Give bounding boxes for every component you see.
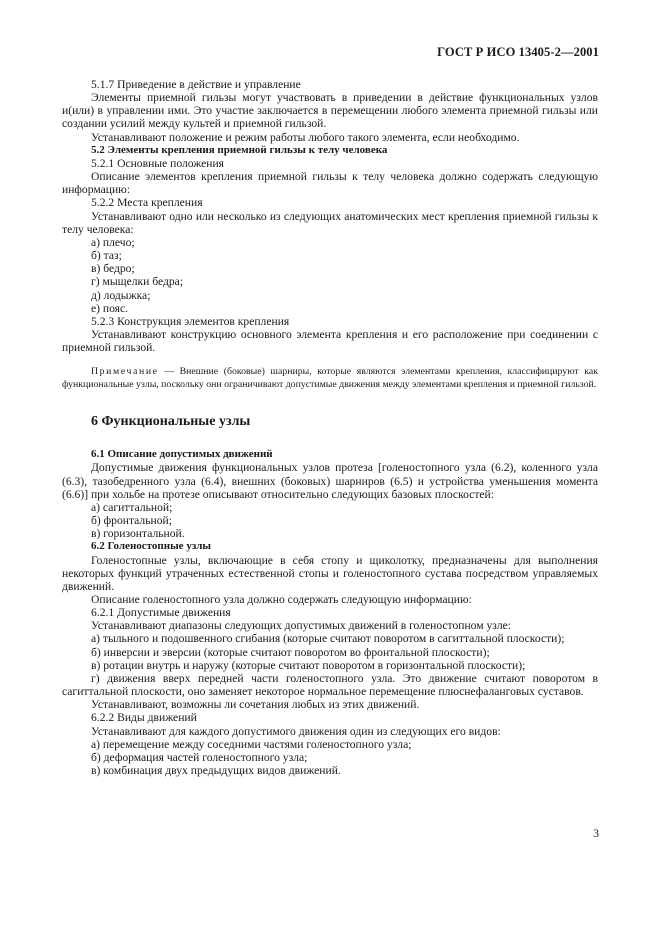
list-item: а) плечо; [91,235,135,249]
list-item: а) сагиттальной; [91,500,173,514]
paragraph: г) движения вверх передней части голеностопного узла. Это движение считают поворотом в сагиттальной плоскости, оно заменяет некоторое нормальное перемещение плюснефаланговых суставов. [62,671,598,699]
paragraph: Устанавливают диапазоны следующих допустимых движений в голеностопном узле: [91,619,512,633]
paragraph: 6.2.2 Виды движений [91,711,197,725]
subsection-heading: 6.1 Описание допустимых движений [91,448,273,461]
list-item: в) бедро; [91,262,135,276]
paragraph: б) инверсии и эверсии (которые считают поворотом во фронтальной плоскости); [91,645,490,659]
list-item: а) перемещение между соседними частями голеностопного узла; [91,737,412,751]
paragraph: Описание голеностопного узла должно содержать следующую информацию: [91,592,472,606]
list-item: г) мыщелки бедра; [91,275,184,289]
paragraph: 6.2.1 Допустимые движения [91,606,231,620]
note-label: Примечание [91,366,159,378]
paragraph: Голеностопные узлы, включающие в себя стопу и щиколотку, предназначены для выполнения некоторых функций утраченных естественной стопы и голеностопного сустава посредством управляемых движений. [62,553,598,593]
subsection-heading: 5.2 Элементы крепления приемной гильзы к телу человека [91,143,388,156]
section-heading: 6 Функциональные узлы [91,414,251,430]
list-item: б) деформация частей голеностопного узла; [91,750,308,764]
note [62,366,598,391]
paragraph: в) ротации внутрь и наружу (которые считают поворотом в горизонтальной плоскости); [91,658,526,672]
list-item: б) таз; [91,249,122,263]
paragraph: Устанавливают для каждого допустимого движения один из следующих его видов: [91,724,501,738]
paragraph: Допустимые движения функциональных узлов протеза [голеностопного узла (6.2), коленного узла (6.3), тазобедренного узла (6.4), внешних (боковых) шарниров (6.5) и устройства уменьшения момента (6.6)] при хольбе на протезе описывают относительно следующих базовых плоскостей: [62,461,598,501]
document-header: ГОСТ Р ИСО 13405-2—2001 [437,45,599,59]
paragraph: 5.1.7 Приведение в действие и управление [91,78,301,91]
paragraph: 5.2.1 Основные положения [91,156,225,170]
list-item: в) комбинация двух предыдущих видов движений. [91,764,341,777]
paragraph: 5.2.3 Конструкция элементов крепления [91,314,290,328]
page-number: 3 [593,827,599,840]
list-item: в) горизонтальной. [91,527,185,541]
paragraph: а) тыльного и подошвенного сгибания (которые считают поворотом в сагиттальной плоскости); [91,632,565,646]
list-item: д) лодыжка; [91,288,151,302]
list-item: е) пояс. [91,301,129,315]
paragraph: Устанавливают положение и режим работы любого такого элемента, если необходимо. [91,130,520,144]
paragraph: Элементы приемной гильзы могут участвовать в приведении в действие функциональных узлов и(или) в управлении ими. Это участие заключается в перемещении любого элемента приемной гильзы или создании усилий между культей и приемной гильзой. [62,91,598,131]
paragraph: Устанавливают одно или несколько из следующих анатомических мест крепления приемной гильзы к телу человека: [62,209,598,236]
paragraph: 5.2.2 Места крепления [91,196,203,210]
paragraph: Описание элементов крепления приемной гильзы к телу человека должно содержать следующую информацию: [62,170,598,197]
paragraph: Устанавливают, возможны ли сочетания любых из этих движений. [91,698,420,712]
paragraph: Устанавливают конструкцию основного элемента крепления и его расположение при соединении с приемной гильзой. [62,327,598,355]
document-body [62,78,598,777]
list-item: б) фронтальной; [91,514,172,528]
subsection-heading: 6.2 Голеностопные узлы [91,540,211,553]
note-text: — Внешние (боковые) шарниры, которые являются элементами крепления, классифицируют как функциональные узлы, поскольку они ограничивают допустимые движения между элементами крепления и приемной гильзой. [62,366,598,390]
